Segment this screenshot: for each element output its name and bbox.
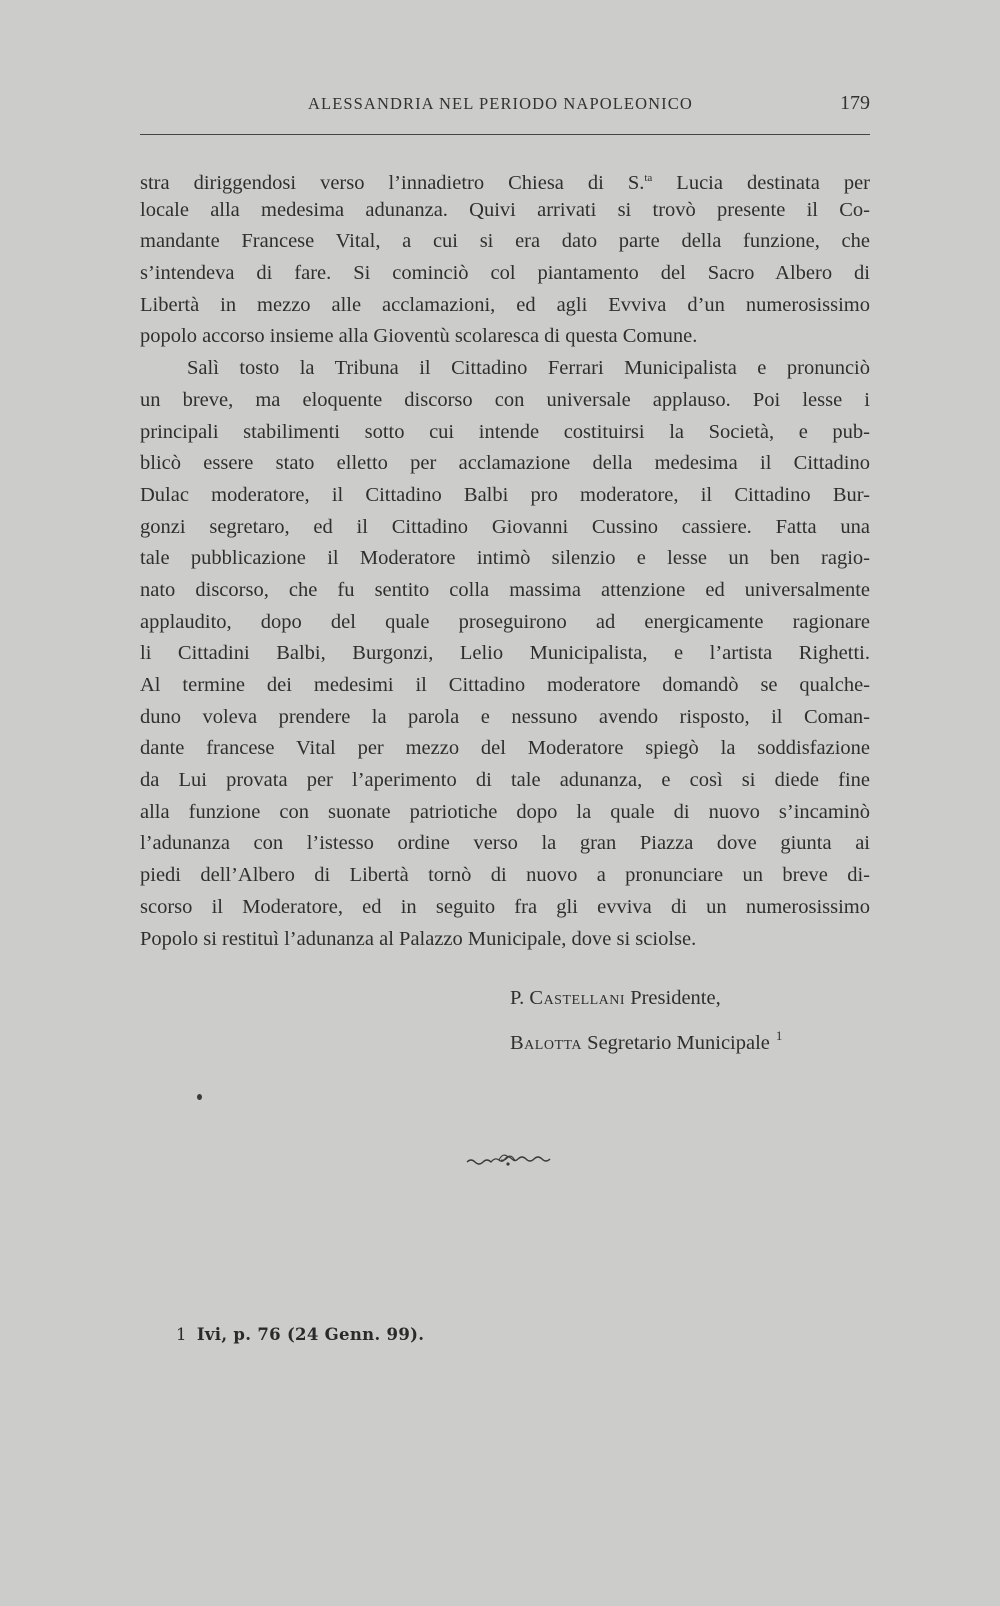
running-head-title: ALESSANDRIA NEL PERIODO NAPOLEONICO bbox=[308, 94, 693, 113]
text-line: applaudito, dopo del quale proseguirono ad energicamente ragionare bbox=[140, 610, 870, 633]
body-text bbox=[140, 163, 870, 955]
text-line: l’adunanza con l’istesso ordine verso la gran Piazza dove giunta ai bbox=[140, 832, 870, 855]
text-line: principali stabilimenti sotto cui intende costituirsi la Società, e pub- bbox=[140, 420, 870, 443]
footnote-reference: 1 bbox=[775, 1028, 783, 1043]
footnote-number: 1 bbox=[176, 1325, 187, 1344]
text-line: Libertà in mezzo alle acclamazioni, ed agli Evviva d’un numerosissimo bbox=[140, 293, 870, 316]
text-line: Salì tosto la Tribuna il Cittadino Ferrari Municipalista e pronunciò bbox=[187, 357, 870, 380]
text-line: Al termine dei medesimi il Cittadino moderatore domandò se qualche- bbox=[140, 674, 870, 696]
text-line: Dulac moderatore, il Cittadino Balbi pro moderatore, il Cittadino Bur- bbox=[140, 483, 870, 506]
text-line: mandante Francese Vital, a cui si era dato parte della funzione, che bbox=[140, 230, 870, 253]
header-rule bbox=[140, 134, 870, 135]
text-line: alla funzione con suonate patriotiche dopo la quale di nuovo s’incaminò bbox=[140, 800, 870, 823]
text-line: li Cittadini Balbi, Burgonzi, Lelio Municipalista, e l’artista Righetti. bbox=[140, 642, 870, 665]
text-line: popolo accorso insieme alla Gioventù scolaresca di questa Comune. bbox=[140, 325, 698, 348]
ink-speck bbox=[197, 1094, 202, 1100]
text-line: scorso il Moderatore, ed in seguito fra gli evviva di un numerosissimo bbox=[140, 895, 870, 918]
signature-block bbox=[510, 980, 890, 1062]
signatory-name: Castellani bbox=[529, 987, 626, 1009]
text-line: stra diriggendosi verso l’innadietro Chiesa di S.$^{ta}$ Lucia destinata per bbox=[140, 172, 870, 194]
text-line: nato discorso, che fu sentito colla massima attenzione ed universalmente bbox=[140, 578, 870, 601]
footnote bbox=[176, 1325, 424, 1344]
page-number: 179 bbox=[840, 92, 870, 114]
text-line: dante francese Vital per mezzo del Moderatore spiegò la soddisfazione bbox=[140, 737, 870, 760]
signature-president: P. Castellani Presidente, bbox=[510, 987, 721, 1009]
text-line: duno voleva prendere la parola e nessuno avendo risposto, il Coman- bbox=[140, 705, 870, 728]
text-line: blicò essere stato elletto per acclamazione della medesima il Cittadino bbox=[140, 452, 870, 475]
running-head bbox=[140, 94, 870, 122]
signature-secretary: Balotta Segretario Municipale $^1$ bbox=[510, 1028, 783, 1054]
text-line: s’intendeva di fare. Si cominciò col piantamento del Sacro Albero di bbox=[140, 262, 870, 285]
text-line: un breve, ma eloquente discorso con universale applauso. Poi lesse i bbox=[140, 388, 870, 411]
text-line: Popolo si restituì l’adunanza al Palazzo Municipale, dove si sciolse. bbox=[140, 927, 697, 950]
abbreviation-superscript: ta bbox=[644, 172, 653, 184]
signatory-name: Balotta bbox=[510, 1032, 583, 1054]
text-line: da Lui provata per l’aperimento di tale adunanza, e così si diede fine bbox=[140, 769, 870, 792]
text-line: locale alla medesima adunanza. Quivi arrivati si trovò presente il Co- bbox=[140, 198, 870, 221]
text-line: piedi dell’Albero di Libertà tornò di nuovo a pronunciare un breve di- bbox=[140, 864, 870, 887]
text-line: gonzi segretaro, ed il Cittadino Giovanni Cussino cassiere. Fatta una bbox=[140, 515, 870, 538]
text-line: tale pubblicazione il Moderatore intimò silenzio e lesse un ben ragio- bbox=[140, 547, 870, 570]
footnote-text: Ivi, p. 76 (24 Genn. 99). bbox=[196, 1325, 425, 1344]
decorative-flourish-icon bbox=[465, 1152, 551, 1170]
